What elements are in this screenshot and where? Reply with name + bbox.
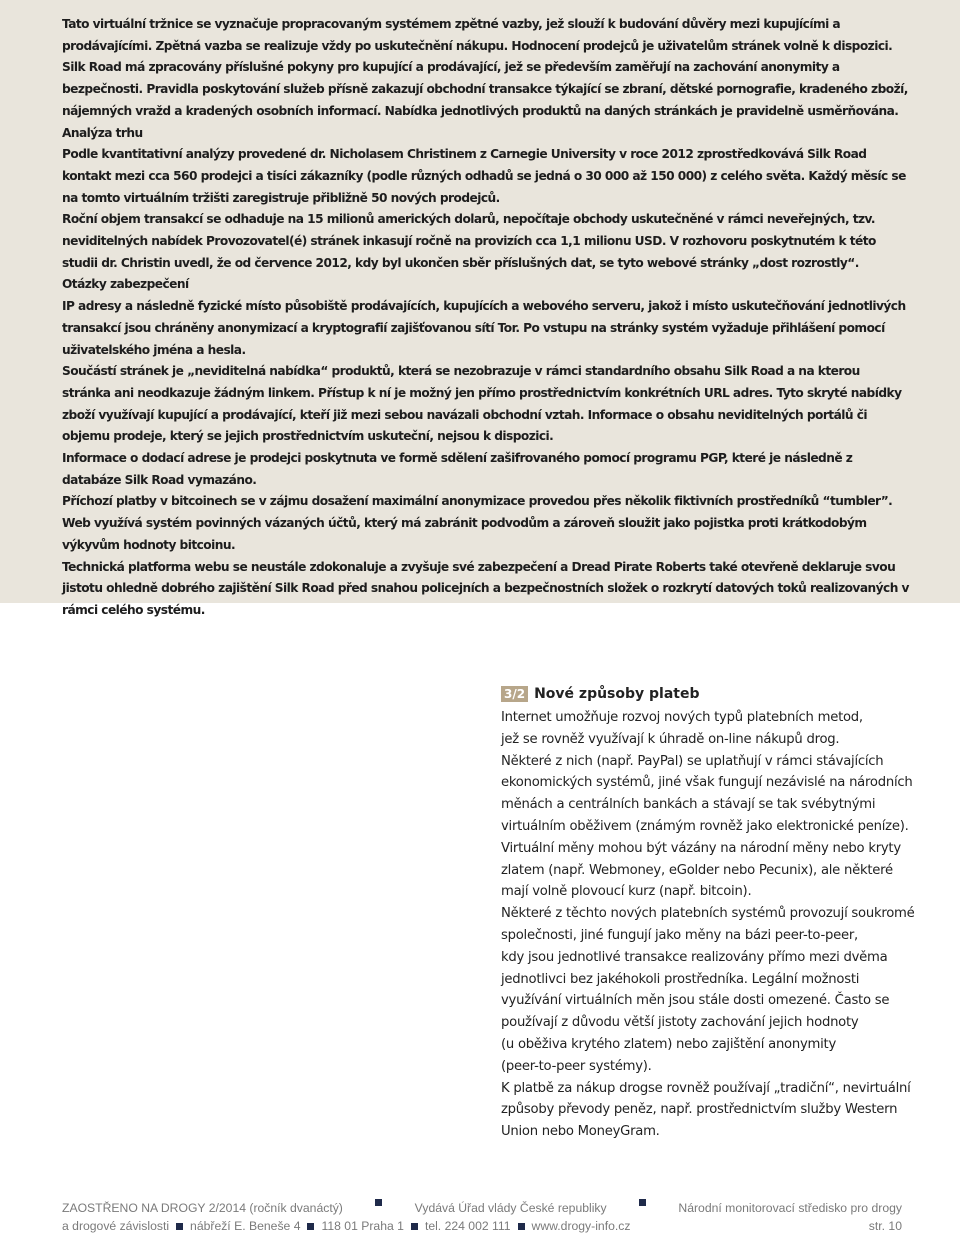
footer-website-link[interactable]: www.drogy-info.cz: [531, 1219, 631, 1233]
text-line: K platbě za nákup drogse rovněž používají „tradiční“, nevirtuální: [501, 1080, 911, 1096]
text-line: virtuálním oběživem (známým rovněž jako elektronické peníze).: [501, 818, 909, 834]
paragraph: Roční objem transakcí se odhaduje na 15 milionů amerických dolarů, nepočítaje obchody uskutečněné v rámci neveřejných, tzv. neviditelných nabídek Provozovatel(é) stránek inkasují ročně na provizích cca 1,1 milionu USD. V rozhovoru poskytnutém k této studii dr. Christin uvedl, že od července 2012, kdy byl ukončen sběr příslušných dat, se tyto webové stránky „dost rozrostly“.: [62, 212, 876, 270]
section-number: 3/2: [501, 686, 528, 702]
paragraph: Podle kvantitativní analýzy provedené dr. Nicholasem Christinem z Carnegie University v roce 2012 zprostředkovává Silk Road kontakt mezi cca 560 prodejci a tisíci zákazníky (podle různých odhadů se jedná o 30 000 až 150 000) z celého světa. Každý měsíc se na tomto virtuálním tržišti zaregistruje přibližně 50 nových prodejců.: [62, 147, 906, 205]
section-header: [501, 683, 921, 705]
text-line: Internet umožňuje rozvoj nových typů platebních metod,: [501, 710, 863, 725]
square-bullet-icon: [411, 1223, 418, 1230]
section-new-payments: [501, 683, 921, 1143]
text-line: Virtuální měny mohou být vázány na národní měny nebo kryty: [501, 840, 901, 856]
text-line: (u oběživa krytého zlatem) nebo zajištění anonymity: [501, 1036, 837, 1052]
text-line: způsoby převody peněz, např. prostřednictvím služby Western: [501, 1102, 898, 1118]
text-line: měnách a centrálních bankách a stávají se tak svébytnými: [501, 797, 876, 813]
section-title: Nové způsoby plateb: [534, 686, 700, 702]
text-box-content: [62, 14, 910, 622]
text-line: Některé z nich (např. PayPal) se uplatňují v rámci stávajících: [501, 753, 884, 769]
footer-line-2: [62, 1217, 902, 1235]
text-line: využívání virtuálních měn jsou stále dosti omezené. Často se: [501, 993, 890, 1009]
text-line: ekonomických systémů, jiné však fungují nezávislé na národních: [501, 775, 913, 791]
footer-publication: ZAOSTŘENO NA DROGY 2/2014 (ročník dvanáctý): [62, 1201, 343, 1215]
paragraph: Tato virtuální tržnice se vyznačuje propracovaným systémem zpětné vazby, jež slouží k budování důvěry mezi kupujícími a prodávajícími. Zpětná vazba se realizuje vždy po uskutečnění nákupu. Hodnocení prodejců je uživatelům stránek volně k dispozici.: [62, 17, 893, 53]
text-line: Union nebo MoneyGram.: [501, 1124, 660, 1140]
section-body: [501, 707, 921, 1143]
text-line: jež se rovněž využívají k úhradě on-line nákupů drog.: [501, 731, 840, 747]
square-bullet-icon: [375, 1199, 382, 1206]
text-line: zlatem (např. Webmoney, eGolder nebo Pecunix), ale některé: [501, 862, 893, 878]
text-line: společnosti, jiné fungují jako měny na bázi peer-to-peer,: [501, 927, 858, 943]
footer-phone: tel. 224 002 111: [424, 1219, 511, 1233]
square-bullet-icon: [307, 1223, 314, 1230]
footer-street: nábřeží E. Beneše 4: [190, 1219, 301, 1233]
text-line: kdy jsou jednotlivé transakce realizovány přímo mezi dvěma: [501, 949, 888, 965]
text-line: mají volně plovoucí kurz (např. bitcoin).: [501, 884, 752, 900]
text-line: Některé z těchto nových platebních systémů provozují soukromé: [501, 906, 915, 922]
square-bullet-icon: [518, 1223, 525, 1230]
square-bullet-icon: [176, 1223, 183, 1230]
paragraph: Příchozí platby v bitcoinech se v zájmu dosažení maximální anonymizace provedou přes několik fiktivních prostředníků “tumbler”. Web využívá systém povinných vázaných účtů, který má zabránit podvodům a zároveň sloužit jako pojistka proti krátkodobým výkyvům hodnoty bitcoinu.: [62, 494, 893, 552]
footer-monitoring-center: Národní monitorovací středisko pro drogy: [678, 1201, 902, 1215]
paragraph: Silk Road má zpracovány příslušné pokyny pro kupující a prodávající, jež se především zaměřují na zachování anonymity a bezpečnosti. Pravidla poskytování služeb přísně zakazují obchodní transakce týkající se zbraní, dětské pornografie, kradeného zboží, nájemných vražd a kradených osobních informací. Nabídka jednotlivých produktů na daných stránkách je pravidelně usměrňována.: [62, 60, 908, 118]
text-line: jednotlivci bez jakéhokoli prostředníka. Legální možnosti: [501, 971, 860, 987]
footer-publisher: Vydává Úřad vlády České republiky: [414, 1201, 607, 1215]
paragraph: Součástí stránek je „neviditelná nabídka“ produktů, která se nezobrazuje v rámci standardního obsahu Silk Road a na kterou stránka ani neodkazuje žádným linkem. Přístup k ní je možný jen přímo prostřednictvím konkrétních URL adres. Tyto skryté nabídky zboží využívají kupující a prodávající, kteří již mezi sebou navázali obchodní vztah. Informace o obsahu neviditelných portálů či objemu prodeje, který se jejich prostřednictvím uskuteční, nejsou k dispozici.: [62, 364, 902, 444]
text-box: [0, 0, 960, 617]
paragraph: IP adresy a následně fyzické místo působiště prodávajících, kupujících a webového serveru, jakož i místo uskutečňování jednotlivých transakcí jsou chráněny anonymizací a kryptografií zajišťovanou sítí Tor. Po vstupu na stránky systém vyžaduje přihlášení pomocí uživatelského jména a hesla.: [62, 299, 906, 357]
text-line: (peer-to-peer systémy).: [501, 1058, 652, 1074]
paragraph: Technická platforma webu se neustále zdokonaluje a zvyšuje své zabezpečení a Dread Pirate Roberts také otevřeně deklaruje svou jistotu ohledně dobrého zajištění Silk Road před snahou policejních a bezpečnostních složek o rozkrytí datových toků realizovaných v rámci celého systému.: [62, 559, 909, 617]
footer-center-cont: a drogové závislosti: [62, 1219, 170, 1233]
square-bullet-icon: [639, 1199, 646, 1206]
footer-city: 118 01 Praha 1: [321, 1219, 404, 1233]
subheading: Analýza trhu: [62, 125, 143, 140]
paragraph: Informace o dodací adrese je prodejci poskytnuta ve formě sdělení zašifrovaného pomocí programu PGP, které je následně z databáze Silk Road vymazáno.: [62, 451, 853, 487]
footer-line-1: [62, 1199, 902, 1217]
text-line: používají z důvodu větší jistoty zachování jejich hodnoty: [501, 1015, 859, 1031]
page-number: str. 10: [868, 1219, 902, 1233]
page-footer: [62, 1199, 902, 1235]
subheading: Otázky zabezpečení: [62, 277, 189, 292]
